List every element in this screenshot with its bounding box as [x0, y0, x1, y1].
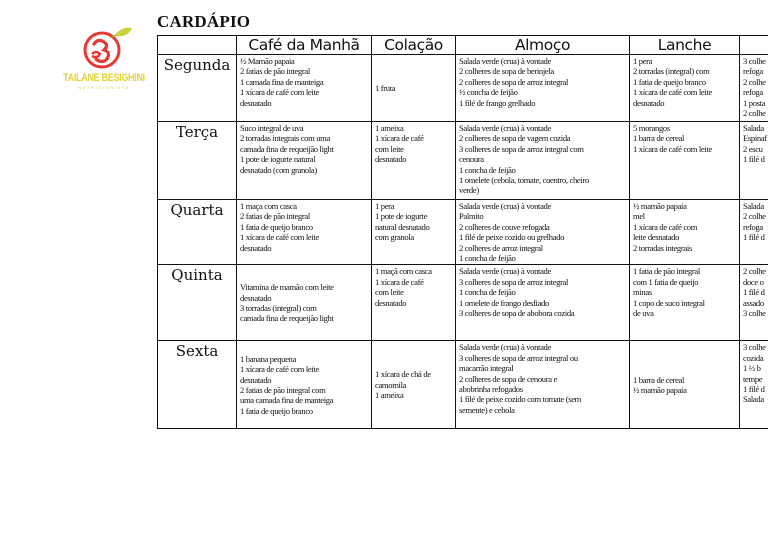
- menu-item-line: 1 xícara de café com leite: [240, 232, 319, 243]
- menu-item-line: uma camada fina de manteiga: [240, 395, 334, 406]
- menu-item-line: 1 xícara de café com leite: [633, 87, 712, 98]
- menu-item-line: 2 colheres de sopa de vagem cozida: [459, 133, 571, 144]
- menu-item-line: 2 torradas (integral) com: [633, 66, 710, 77]
- cell-cafe-da-manha: [237, 122, 372, 200]
- menu-item-line: 1 copo de suco integral: [633, 297, 705, 308]
- cell-almoco: [456, 341, 630, 429]
- menu-item-line: 1 pote de iogurte: [375, 211, 428, 222]
- menu-item-line: 1 ameixa: [375, 390, 404, 401]
- menu-item-line: refoga: [743, 221, 763, 232]
- menu-item-line: 1 omelete de frango desfiado: [459, 297, 549, 308]
- menu-item-line: Vitamina de mamão com leite: [240, 282, 334, 293]
- cell-colacao: [372, 122, 456, 200]
- menu-item-line: Suco integral de uva: [240, 123, 304, 133]
- menu-item-line: mel: [633, 211, 645, 222]
- cell-lanche: [630, 122, 740, 200]
- cell-colacao: [372, 341, 456, 429]
- menu-item-line: 1 fatia de queijo branco: [240, 405, 313, 416]
- menu-item-line: 1 omelete (cebola, tomate, coentro, cheiro: [459, 175, 589, 186]
- menu-item-line: 1 pote de iogurte natural: [240, 154, 316, 165]
- menu-item-line: 1 fatia de pão integral: [633, 266, 700, 277]
- menu-item-line: Salada: [743, 394, 764, 405]
- menu-item-line: 1 xícara de café com: [633, 221, 698, 232]
- cell-jantar: [740, 265, 768, 341]
- menu-item-line: 1 fatia de queijo branco: [633, 76, 706, 87]
- menu-item-line: 1 posta: [743, 97, 766, 108]
- menu-item-line: 1 filé d: [743, 287, 765, 298]
- menu-item-line: Salada verde (crua) à vontade: [459, 56, 551, 66]
- menu-item-line: com leite: [375, 287, 404, 298]
- cell-lanche: [630, 265, 740, 341]
- menu-item-line: 3 torradas (integral) com: [240, 302, 317, 313]
- menu-item-line: refoga: [743, 87, 763, 98]
- menu-item-line: 2 colheres de couve refogada: [459, 221, 550, 232]
- menu-item-line: minas: [633, 287, 652, 298]
- menu-item-line: 1 concha de feijão: [459, 287, 516, 298]
- menu-item-line: refoga: [743, 66, 763, 77]
- menu-item-line: Salada: [743, 201, 764, 211]
- menu-item-line: Salada verde (crua) à vontade: [459, 266, 551, 277]
- day-label: Quinta: [158, 265, 237, 341]
- menu-item-line: 1 concha de feijão: [459, 253, 516, 264]
- cell-colacao: [372, 265, 456, 341]
- menu-item-line: desnatado: [240, 97, 272, 108]
- menu-item-line: 3 colhe: [743, 308, 766, 319]
- menu-item-line: Salada: [743, 123, 764, 133]
- cell-colacao: [372, 55, 456, 122]
- cell-colacao: [372, 200, 456, 265]
- menu-item-line: cozida: [743, 352, 764, 363]
- cell-cafe-da-manha: [237, 265, 372, 341]
- menu-item-line: 3 colhe: [743, 342, 766, 353]
- menu-item-line: 2 torradas integrais com uma: [240, 133, 330, 144]
- header-row: [158, 36, 768, 55]
- menu-item-line: 1 filé d: [743, 154, 765, 165]
- menu-item-line: 1 ½ b: [743, 363, 761, 374]
- cell-almoco: [456, 265, 630, 341]
- menu-item-line: ½ mamão papaia: [633, 384, 687, 395]
- cell-almoco: [456, 55, 630, 122]
- cell-cafe-da-manha: [237, 200, 372, 265]
- nutritionist-logo: [58, 20, 150, 100]
- menu-item-line: desnatado: [240, 374, 272, 385]
- menu-item-line: 2 colheres de sopa de berinjela: [459, 66, 554, 77]
- day-label: Terça: [158, 122, 237, 200]
- menu-item-line: 2 colheres de arroz integral: [459, 242, 543, 253]
- menu-item-line: 3 colheres de sopa de abobora cozida: [459, 308, 575, 319]
- cell-cafe-da-manha: [237, 55, 372, 122]
- menu-item-line: 2 escu: [743, 143, 763, 154]
- menu-item-line: 2 colhe: [743, 266, 766, 277]
- menu-item-line: desnatado (com granola): [240, 164, 317, 175]
- menu-item-line: Salada verde (crua) à vontade: [459, 123, 551, 133]
- menu-item-line: desnatado: [240, 242, 272, 253]
- menu-item-line: com granola: [375, 232, 414, 243]
- menu-item-line: 1 filé de peixe cozido com tomate (sem: [459, 394, 582, 405]
- header-jantar: [740, 36, 768, 55]
- menu-item-line: camada fina de requeijão light: [240, 143, 334, 154]
- table-row-segunda: [158, 55, 768, 122]
- header-almoco: Almoço: [456, 36, 630, 55]
- menu-item-line: 2 torradas integrais: [633, 242, 692, 253]
- day-label: Sexta: [158, 341, 237, 429]
- menu-item-line: 1 xícara de café: [375, 133, 424, 144]
- header-lanche: Lanche: [630, 36, 740, 55]
- menu-item-line: 1 filé d: [743, 384, 765, 395]
- menu-item-line: 1 banana pequena: [240, 353, 296, 364]
- menu-item-line: semente) e cebola: [459, 404, 515, 415]
- menu-item-line: assado: [743, 297, 764, 308]
- cell-cafe-da-manha: [237, 341, 372, 429]
- menu-item-line: leite desnatado: [633, 232, 680, 243]
- menu-item-line: 1 concha de feijão: [459, 164, 516, 175]
- menu-item-line: 2 fatias de pão integral: [240, 66, 310, 77]
- table-row-quarta: [158, 200, 768, 265]
- cell-jantar: [740, 200, 768, 265]
- menu-item-line: ½ mamão papaia: [633, 201, 687, 211]
- table-row-quinta: [158, 265, 768, 341]
- menu-item-line: desnatado: [240, 292, 272, 303]
- menu-item-line: 2 colheres de sopa de arroz integral: [459, 76, 569, 87]
- header-colacao: Colação: [372, 36, 456, 55]
- menu-item-line: 1 fatia de queijo branco: [240, 221, 313, 232]
- menu-item-line: com 1 fatia de queijo: [633, 276, 699, 287]
- menu-item-line: Salada verde (crua) à vontade: [459, 342, 551, 353]
- menu-item-line: ½ Mamão papaia: [240, 56, 295, 66]
- menu-item-line: ½ concha de feijão: [459, 87, 518, 98]
- menu-item-line: camada fina de requeijão light: [240, 313, 334, 324]
- logo-brand-name: TAILANE BESIGHINI: [63, 70, 145, 84]
- menu-item-line: 2 colheres de sopa de cenoura e: [459, 373, 557, 384]
- menu-item-line: 2 colhe: [743, 108, 766, 119]
- menu-item-line: natural desnatado: [375, 221, 430, 232]
- menu-item-line: 2 colhe: [743, 211, 766, 222]
- cell-almoco: [456, 200, 630, 265]
- page-title: CARDÁPIO: [157, 12, 251, 31]
- menu-item-line: 5 morangos: [633, 123, 670, 133]
- weekly-meal-table: [157, 35, 768, 429]
- cell-jantar: [740, 341, 768, 429]
- menu-item-line: Palmito: [459, 211, 484, 222]
- menu-item-line: 3 colheres de sopa de arroz integral: [459, 276, 569, 287]
- menu-item-line: cenoura: [459, 154, 484, 165]
- menu-item-line: 2 colhe: [743, 76, 766, 87]
- menu-item-line: desnatado: [375, 297, 407, 308]
- menu-item-line: 1 maçã com casca: [375, 266, 432, 277]
- menu-item-line: verde): [459, 185, 479, 196]
- menu-item-line: macarrão integral: [459, 363, 514, 374]
- menu-item-line: 1 filé de frango grelhado: [459, 97, 536, 108]
- menu-item-line: 1 fruta: [375, 82, 396, 93]
- cell-lanche: [630, 55, 740, 122]
- menu-item-line: desnatado: [375, 154, 407, 165]
- logo-subtitle: NUTRICIONISTA: [78, 85, 130, 90]
- menu-item-line: 1 maça com casca: [240, 201, 297, 211]
- header-cafe-da-manha: Café da Manhã: [237, 36, 372, 55]
- menu-item-line: Salada verde (crua) à vontade: [459, 201, 551, 211]
- cell-almoco: [456, 122, 630, 200]
- menu-item-line: 1 xícara de café com leite: [240, 87, 319, 98]
- menu-item-line: 1 xícara de café com leite: [633, 143, 712, 154]
- menu-item-line: desnatado: [633, 97, 665, 108]
- menu-item-line: 2 fatias de pão integral: [240, 211, 310, 222]
- table-row-sexta: [158, 341, 768, 429]
- menu-item-line: 3 colheres de sopa de arroz integral com: [459, 143, 584, 154]
- cell-lanche: [630, 341, 740, 429]
- menu-item-line: 1 filé d: [743, 232, 765, 243]
- menu-item-line: tempe: [743, 373, 763, 384]
- menu-item-line: 1 pera: [375, 201, 395, 211]
- menu-item-line: 1 barra de cereal: [633, 133, 685, 144]
- cell-jantar: [740, 122, 768, 200]
- menu-item-line: 2 fatias de pão integral com: [240, 384, 326, 395]
- menu-item-line: 1 filé de peixe cozido ou grelhado: [459, 232, 565, 243]
- menu-item-line: 1 barra de cereal: [633, 374, 685, 385]
- menu-item-line: Espinaf: [743, 133, 767, 144]
- menu-item-line: 3 colheres de sopa de arroz integral ou: [459, 352, 578, 363]
- menu-item-line: 1 xícara de chá de: [375, 369, 431, 380]
- menu-item-line: 1 ameixa: [375, 123, 404, 133]
- menu-item-line: abobrinha refogados: [459, 384, 523, 395]
- menu-item-line: camomila: [375, 379, 407, 390]
- menu-item-line: 1 xícara de café: [375, 276, 424, 287]
- day-label: Quarta: [158, 200, 237, 265]
- menu-item-line: 1 xícara de café com leite: [240, 364, 319, 375]
- cell-jantar: [740, 55, 768, 122]
- apple-monogram-icon: [80, 24, 132, 76]
- menu-item-line: de uva: [633, 308, 654, 319]
- cell-lanche: [630, 200, 740, 265]
- menu-item-line: com leite: [375, 143, 404, 154]
- day-label: Segunda: [158, 55, 237, 122]
- header-day: [158, 36, 237, 55]
- menu-item-line: 1 camada fina de manteiga: [240, 76, 324, 87]
- menu-item-line: 1 pera: [633, 56, 653, 66]
- menu-item-line: 3 colhe: [743, 56, 766, 66]
- table-row-terça: [158, 122, 768, 200]
- menu-item-line: doce o: [743, 276, 764, 287]
